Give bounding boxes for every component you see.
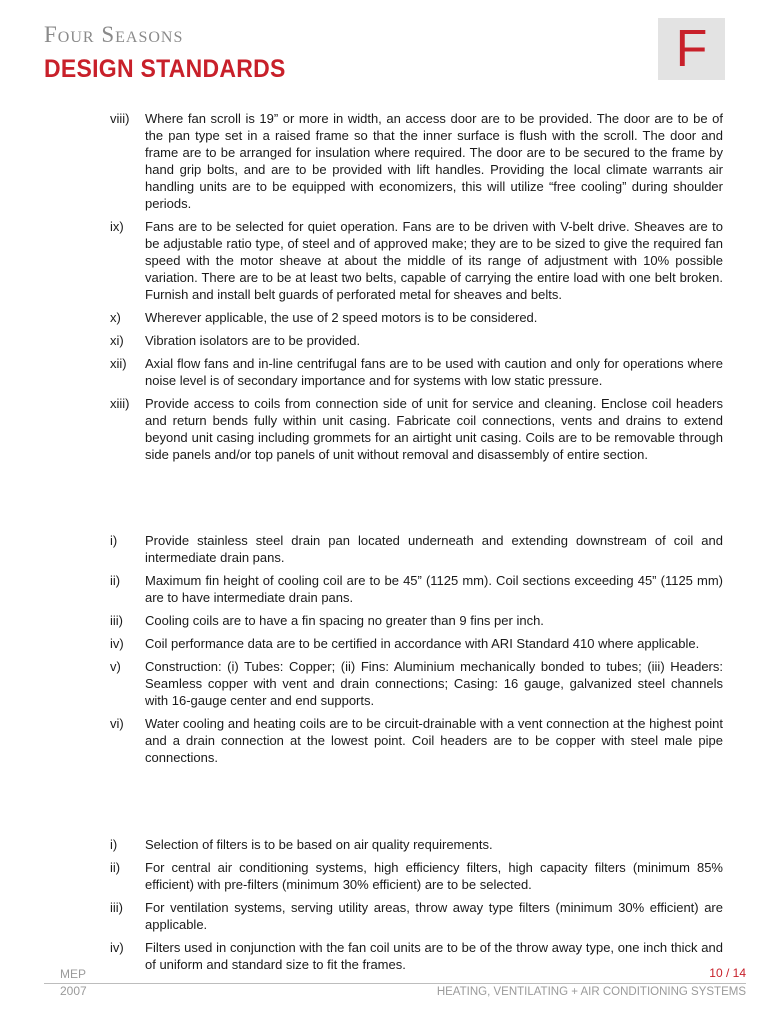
list-item xyxy=(110,332,723,349)
list-item-text: Axial flow fans and in-line centrifugal fans are to be used with caution and only for operations where noise level is of secondary importance and for systems with low static pressure. xyxy=(145,356,723,388)
fan-requirements-list xyxy=(110,110,723,469)
list-item-text: Vibration isolators are to be provided. xyxy=(145,333,361,348)
list-item-text: For ventilation systems, serving utility areas, throw away type filters (minimum 30% efficient) are applicable. xyxy=(145,900,723,932)
list-item-number: x) xyxy=(110,310,121,325)
list-item-text: Provide access to coils from connection side of unit for service and cleaning. Enclose coil headers and return bends fully within unit casing. Fabricate coil connections, vents and drains to extend beyond unit casing including grommets for an airtight unit casing. Coils are to be removable through side panels and/or top panels of unit without removal and disassembly of entire section. xyxy=(145,396,723,462)
list-item-number: vi) xyxy=(110,716,124,731)
page-number: 10 / 14 xyxy=(709,966,746,980)
list-item-text: Selection of filters is to be based on air quality requirements. xyxy=(145,837,493,852)
list-item-number: iii) xyxy=(110,900,123,915)
list-item-text: Water cooling and heating coils are to be circuit-drainable with a vent connection at the highest point and a drain connection at the lowest point. Coil headers are to be copper with steel male pipe connections. xyxy=(145,716,723,765)
list-item xyxy=(110,218,723,303)
list-item-text: Where fan scroll is 19” or more in width, an access door are to be provided. The door are to be of the pan type set in a raised frame so that the inner surface is flush with the scroll. The door and frame are to be arranged for insulation where required. The door are to be secured to the frame by hand grip bolts, and are to be provided with lift handles. Providing the local climate warrants air handling units are to be equipped with economizers, this will utilize “free cooling” during shoulder periods. xyxy=(145,111,723,211)
footer-department: MEP xyxy=(60,967,87,981)
list-item-number: i) xyxy=(110,837,118,852)
list-item xyxy=(110,658,723,709)
list-item-number: xii) xyxy=(110,356,127,371)
list-item-number: i) xyxy=(110,533,118,548)
footer-section-title: HEATING, VENTILATING + AIR CONDITIONING SYSTEMS xyxy=(436,986,746,998)
list-item-number: ii) xyxy=(110,573,121,588)
list-item-number: ix) xyxy=(110,219,124,234)
list-item-number: iii) xyxy=(110,613,123,628)
section-tab-letter: F xyxy=(658,18,725,80)
list-item-number: xi) xyxy=(110,333,124,348)
list-item xyxy=(110,836,723,853)
brand-name: Four Seasons xyxy=(44,22,184,47)
list-item-number: ii) xyxy=(110,860,121,875)
list-item xyxy=(110,355,723,389)
coil-requirements-list xyxy=(110,532,723,772)
list-item-text: Maximum fin height of cooling coil are to be 45” (1125 mm). Coil sections exceeding 45” (1125 mm) are to have intermediate drain pans. xyxy=(145,573,723,605)
list-item xyxy=(110,635,723,652)
list-item xyxy=(110,715,723,766)
list-item xyxy=(110,939,723,973)
list-item-text: Wherever applicable, the use of 2 speed motors is to be considered. xyxy=(145,310,538,325)
list-item xyxy=(110,612,723,629)
footer-year: 2007 xyxy=(60,984,87,998)
list-item xyxy=(110,572,723,606)
list-item-number: iv) xyxy=(110,940,124,955)
list-item-text: Fans are to be selected for quiet operation. Fans are to be driven with V-belt drive. Sheaves are to be adjustable ratio type, of steel and of approved make; they are to be sized to give the required fan speed with the motor sheave at about the middle of its range of adjustment with 10% possible variation. There are to be at least two belts, capable of carrying the entire load with one belt broken. Furnish and install belt guards of perforated metal for sheaves and belts. xyxy=(145,219,723,302)
list-item-number: v) xyxy=(110,659,121,674)
list-item xyxy=(110,309,723,326)
list-item xyxy=(110,899,723,933)
list-item xyxy=(110,110,723,212)
list-item-number: viii) xyxy=(110,111,130,126)
list-item xyxy=(110,532,723,566)
list-item-text: Coil performance data are to be certified in accordance with ARI Standard 410 where applicable. xyxy=(145,636,700,651)
list-item-text: Filters used in conjunction with the fan coil units are to be of the throw away type, one inch thick and of uniform and standard size to fit the frames. xyxy=(145,940,723,972)
list-item-number: iv) xyxy=(110,636,124,651)
footer-divider xyxy=(44,983,746,984)
list-item-text: Cooling coils are to have a fin spacing no greater than 9 fins per inch. xyxy=(145,613,544,628)
list-item-text: Construction: (i) Tubes: Copper; (ii) Fins: Aluminium mechanically bonded to tubes; (iii) Headers: Seamless copper with vent and drain connections; Casing: 16 gauge, galvanized steel channels with 16-gauge center and end supports. xyxy=(145,659,723,708)
document-title: DESIGN STANDARDS xyxy=(44,55,286,83)
list-item-text: Provide stainless steel drain pan located underneath and extending downstream of coil and intermediate drain pans. xyxy=(145,533,723,565)
list-item xyxy=(110,395,723,463)
list-item-text: For central air conditioning systems, high efficiency filters, high capacity filters (minimum 85% efficient) with pre-filters (minimum 30% efficient) are to be selected. xyxy=(145,860,723,892)
filter-requirements-list xyxy=(110,836,723,979)
list-item-number: xiii) xyxy=(110,396,130,411)
list-item xyxy=(110,859,723,893)
